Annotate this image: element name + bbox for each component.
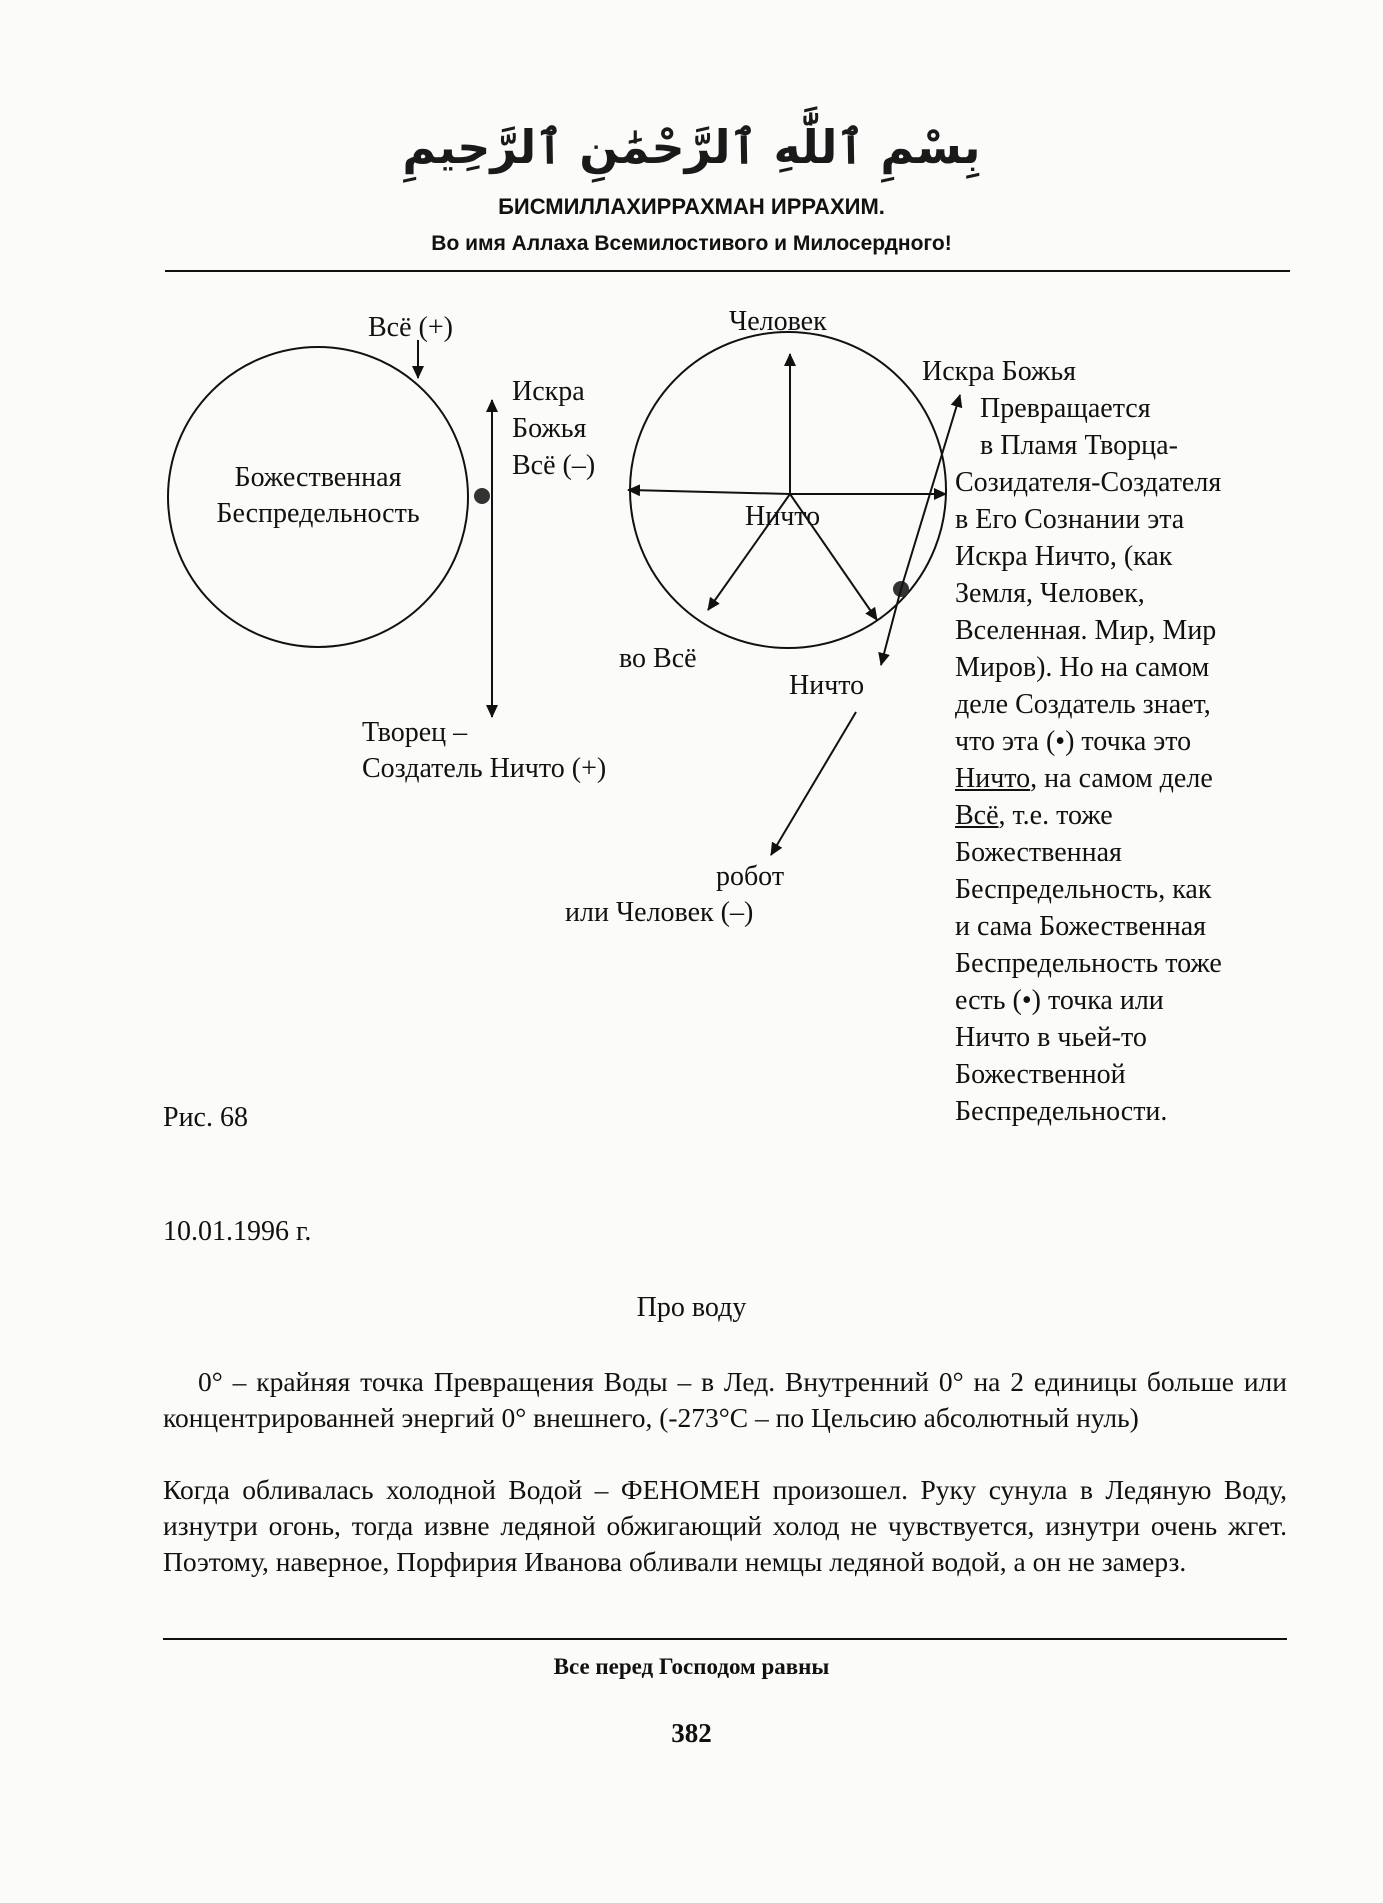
side-line-11-rest: , на самом деле <box>1030 763 1213 794</box>
robot-label-1: робот <box>715 861 785 892</box>
arrow-to-nichto <box>881 589 901 665</box>
diagram-side-text <box>955 390 1295 1130</box>
side-line-20: Беспредельности. <box>955 1096 1168 1127</box>
creator-label-1: Творец – <box>362 717 468 748</box>
entry-date: 10.01.1996 г. <box>163 1216 312 1247</box>
side-line-16: Беспредельность тоже <box>955 948 1222 979</box>
side-line-11 <box>955 760 1295 797</box>
side-line-8: Миров). Но на самом <box>955 652 1210 683</box>
side-line-12 <box>955 797 1295 834</box>
human-top-label: Человек <box>729 306 827 337</box>
robot-label-2: или Человек (–) <box>565 897 754 928</box>
side-line-15: и сама Божественная <box>955 911 1207 942</box>
side-line-12-rest: , т.е. тоже <box>998 800 1113 831</box>
entry-title: Про воду <box>636 1292 747 1323</box>
left-point <box>474 488 490 504</box>
arrow-to-robot <box>771 712 856 855</box>
left-top-label: Всё (+) <box>368 312 453 343</box>
side-line-19: Божественной <box>955 1059 1126 1090</box>
spark-label-3: Всё (–) <box>512 450 596 481</box>
spark-god-label: Искра Божья <box>922 356 1077 387</box>
side-line-5: Искра Ничто, (как <box>955 541 1173 572</box>
left-circle-label-2: Беспредельность <box>216 498 420 529</box>
center-nichto-label: Ничто <box>745 501 821 532</box>
page-number: 382 <box>671 1718 712 1748</box>
vo-vse-label: во Всё <box>619 643 697 674</box>
figure-caption: Рис. 68 <box>163 1102 248 1133</box>
side-line-4: в Его Сознании эта <box>955 504 1185 535</box>
arrow-left <box>628 490 790 494</box>
left-circle-label-1: Божественная <box>234 462 402 493</box>
header-subtitle: Во имя Аллаха Всемилостивого и Милосердного! <box>431 232 952 255</box>
side-line-6: Земля, Человек, <box>955 578 1145 609</box>
side-line-7: Вселенная. Мир, Мир <box>955 615 1217 646</box>
side-line-3: Созидателя-Создателя <box>955 467 1222 498</box>
spark-label-1: Искра <box>512 376 585 407</box>
side-line-1: Превращается <box>980 393 1151 424</box>
lower-nichto-label: Ничто <box>789 670 865 701</box>
side-line-17: есть (•) точка или <box>955 985 1164 1016</box>
side-line-14: Беспредельность, как <box>955 874 1212 905</box>
arabic-calligraphy: بِسْمِ ٱللَّٰهِ ٱلرَّحْمَٰنِ ٱلرَّحِيمِ <box>402 120 981 174</box>
underlined-nichto: Ничто <box>955 763 1031 794</box>
footer-rule <box>163 1638 1287 1640</box>
side-line-13: Божественная <box>955 837 1122 868</box>
header-title: БИСМИЛЛАХИРРАХМАН ИРРАХИМ. <box>498 194 885 219</box>
side-line-9: деле Создатель знает, <box>955 689 1211 720</box>
entry-paragraph-2: Когда обливалась холодной Водой – ФЕНОМЕН произошел. Руку сунула в Ледяную Воду, изнутри огонь, тогда извне ледяной обжигающий холод не чувствуется, изнутри очень жгет. Поэтому, наверное, Порфирия Иванова обливали немцы ледяной водой, а он не замерз. <box>163 1474 1287 1577</box>
side-line-18: Ничто в чьей-то <box>955 1022 1147 1053</box>
entry-paragraph-1: 0° – крайняя точка Превращения Воды – в Лед. Внутренний 0° на 2 единицы больше или концентрированней энергий 0° внешнего, (-273°С – по Цельсию абсолютный нуль) <box>163 1366 1287 1433</box>
side-line-2: в Пламя Творца- <box>980 430 1178 461</box>
footer-title: Все перед Господом равны <box>553 1654 830 1679</box>
underlined-vse: Всё <box>955 800 999 831</box>
side-line-10: что эта (•) точка это <box>955 726 1192 757</box>
creator-label-2: Создатель Ничто (+) <box>362 753 607 784</box>
spark-label-2: Божья <box>512 413 587 444</box>
